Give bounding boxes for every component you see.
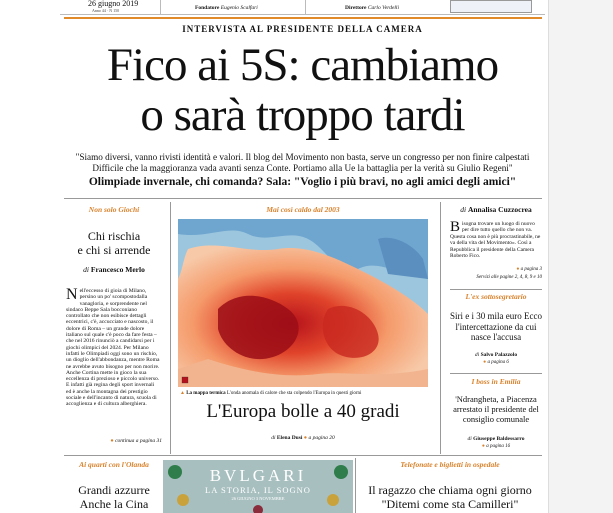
page-ref-bullet-icon: ● [481, 444, 485, 449]
author-prefix: di [460, 205, 467, 214]
lead-headline[interactable] [60, 40, 545, 140]
issue-number: Anno 44 · N 150 [92, 8, 120, 13]
caption-bold: La mappa termica [186, 391, 226, 396]
bottom-left-label: Ai quarti con l'Olanda [79, 460, 149, 469]
column-divider [170, 202, 171, 454]
byline-name: Giuseppe Baldessarro [473, 436, 525, 442]
s3-title[interactable]: 'Ndrangheta, a Piacenza arrestato il presidente del consiglio comunale [453, 394, 539, 424]
s3-label: I boss in Emilia [471, 377, 521, 386]
right-intro [450, 221, 542, 259]
bvlgari-advertisement[interactable] [163, 460, 353, 513]
director-credit [345, 5, 399, 11]
center-byline [178, 435, 428, 441]
title-line-2: "Ditemi come sta Camilleri" [381, 497, 519, 511]
left-article-body [66, 288, 160, 408]
author-name: Annalisa Cuzzocrea [467, 205, 532, 214]
title-line-2: e chi si arrende [77, 243, 151, 257]
body-text: ell'eccesso di gioia di Milano, persino un po' scompostodalla vanagloria, e sorprendente nel sindaco Beppe Sala bocconiano controllato che non esibisce dettagli eccentrici, c'è, accucciato e nascosto, il dolore di Roma – un grande dolore italiano sul quale c'è poco da fare festa – che nel 2016 rinunciò a candidarsi per i giochi olimpici del 2024. Per Milano infatti le Olimpiadi oggi sono un rischio, un dioglio dell'abbondanza, mentre Roma ne avrebbe avuto bisogno per non morire. Anche Cortina mette in gioco la sua eccellenza di prezioso e piccolo universo. E infatti già regina degli sport invernali ed è anche la montagna dei prestigio sociale e dell'incanto di natura, scuola di accoglienza e di cultura alberghiera. [66, 288, 160, 408]
ad-dates: 26 GIUGNO 3 NOVEMBRE [231, 496, 285, 501]
column-divider [355, 458, 356, 513]
byline-name: Elena Dusi [276, 435, 303, 441]
issue-date: 26 giugno 2019 [88, 0, 139, 8]
left-article-label: Non solo Giochi [88, 205, 140, 214]
page-ref[interactable]: a pagina 20 [308, 435, 335, 441]
left-article-byline [66, 265, 162, 274]
left-article-continued[interactable] [66, 438, 162, 444]
right-divider [450, 289, 542, 290]
bottom-divider [64, 455, 542, 456]
page-ref-bullet-icon: ● [303, 435, 308, 441]
caption-text: L'onda anomala di calore che sta colpendo l'Europa in questi giorni [226, 391, 362, 396]
lead-standfirst [60, 152, 545, 174]
jewel-decoration-icon [163, 460, 353, 513]
left-article-title[interactable] [66, 229, 162, 257]
title-line-1: Chi rischia [87, 229, 141, 243]
s3-page-ref[interactable] [450, 444, 542, 449]
heat-map-image[interactable] [178, 219, 428, 387]
byline-prefix: di [83, 265, 90, 274]
standfirst-line-2: Difficile che la maggioranza vada avanti senza Conte. Portiamo alla Ue la battaglia per la verità su Giulio Regeni" [92, 163, 513, 173]
s3-byline [450, 436, 542, 442]
continue-arrow-icon: ● [110, 438, 114, 444]
title-line-1: Grandi azzurre [78, 483, 150, 497]
drop-cap: B [450, 219, 461, 235]
title-line-1: Il ragazzo che chiama ogni giorno [368, 483, 532, 497]
map-legend [182, 377, 188, 383]
ad-brand: BVLGARI [209, 466, 307, 485]
right-margin [548, 0, 613, 513]
founder-name: Eugenio Scalfari [220, 5, 258, 11]
s2-title[interactable]: Siri e i 30 mila euro Ecco l'intercettazione da cui nasce l'accusa [450, 311, 542, 342]
orange-rule [64, 17, 542, 19]
section-divider [64, 198, 542, 199]
byline-name: Salvo Palazzolo [480, 352, 518, 358]
ad-slogan: LA STORIA, IL SOGNO [205, 485, 311, 495]
title-line-2: Anche la Cina [79, 497, 149, 511]
bottom-right-title[interactable] [358, 483, 542, 511]
headline-line-1: Fico ai 5S: cambiamo [106, 39, 499, 91]
page-ref-bullet-icon: ● [483, 360, 487, 365]
caption-arrow-icon: ▲ [180, 391, 185, 396]
byline-prefix: di [467, 436, 472, 442]
headline-line-2: o sarà troppo tardi [140, 89, 465, 141]
founder-label: Fondatore [195, 5, 220, 11]
page-ref-text: a pagina 3 [520, 267, 542, 272]
secondary-headline[interactable]: Olimpiade invernale, chi comanda? Sala: "Voglio i più bravi, no agli amici degli amici" [88, 176, 517, 188]
right-author [450, 205, 542, 214]
map-caption [180, 391, 430, 396]
served-pages[interactable]: Servizi alle pagine 2, 4, 8, 9 e 10 [476, 275, 542, 280]
column-divider [440, 202, 441, 454]
intro-text: isogna trovare un luogo di nuovo per dire tutto quello che non va. Questa cosa non è più procrastinabile, ne va della vita del Movimento». Così a Repubblica il presidente della Camera Roberto Fico. [450, 221, 541, 260]
byline-name: Francesco Merlo [90, 265, 145, 274]
s2-label: L'ex sottosegretario [465, 292, 527, 301]
center-article-label: Mai così caldo dal 2003 [266, 205, 340, 214]
europe-heat-map [178, 219, 428, 387]
director-label: Direttore [345, 5, 367, 11]
masthead-divider [305, 0, 306, 14]
continued-text: continua a pagina 31 [115, 438, 162, 444]
page-ref-text: a pagina 6 [487, 360, 509, 365]
center-headline[interactable]: L'Europa bolle a 40 gradi [206, 401, 400, 422]
director-name: Carlo Verdelli [367, 5, 399, 11]
masthead-strip [60, 0, 545, 15]
byline-prefix: di [271, 435, 276, 441]
bottom-right-label: Telefonate e biglietti in ospedale [400, 460, 500, 469]
standfirst-line-1: "Siamo diversi, vanno rivisti identità e valori. Il blog del Movimento non basta, serve un congresso per non finire calpestati [75, 152, 530, 162]
lead-kicker: INTERVISTA AL PRESIDENTE DELLA CAMERA [182, 24, 423, 34]
s2-page-ref[interactable] [450, 360, 542, 365]
bottom-left-title[interactable] [66, 483, 162, 511]
byline-prefix: di [474, 352, 480, 358]
page-ref-bullet-icon: ● [516, 267, 520, 272]
s2-byline [450, 352, 542, 358]
masthead-divider [160, 0, 161, 14]
masthead-box [450, 0, 532, 13]
drop-cap: N [66, 286, 78, 303]
newspaper-front-page [60, 0, 545, 513]
page-ref-text: a pagina 16 [486, 444, 511, 449]
founder-credit [195, 5, 258, 11]
left-margin [0, 0, 60, 513]
right-divider [450, 373, 542, 374]
right-page-ref[interactable] [450, 267, 542, 272]
